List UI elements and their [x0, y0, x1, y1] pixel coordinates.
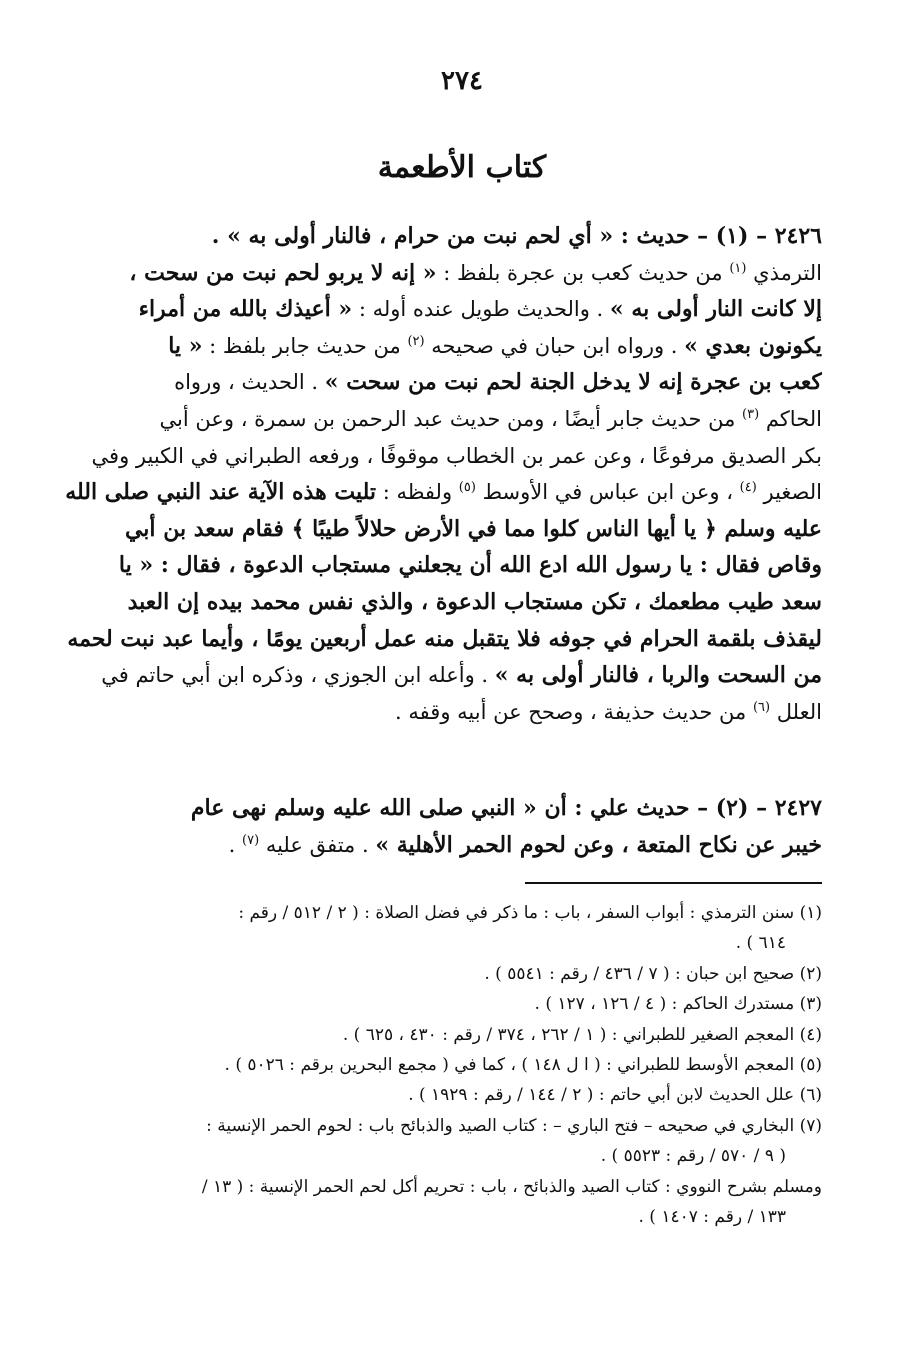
- footnote-ref: (٧): [242, 832, 260, 848]
- quoted-text: « يا: [168, 332, 203, 359]
- footnotes-section: [60, 898, 822, 1232]
- text-run: .: [228, 832, 242, 857]
- footnote-ref: (٥): [458, 480, 476, 496]
- footnote-ref: (١): [729, 260, 747, 276]
- footnote-3: (٣) مستدرك الحاكم : ( ٤ / ١٢٦ ، ١٢٧ ) .: [534, 994, 822, 1015]
- text-run: الصغير: [756, 480, 822, 505]
- text-run: ولفظه :: [376, 480, 459, 505]
- footnote-separator: [525, 882, 822, 884]
- text-run: ، وعن ابن عباس في الأوسط: [475, 480, 740, 505]
- quoted-text: إلا كانت النار أولى به »: [609, 296, 822, 323]
- footnote-1-continued: ٦١٤ ) .: [735, 933, 786, 954]
- text-line: [60, 218, 822, 255]
- footnote-1: (١) سنن الترمذي : أبواب السفر ، باب : ما ذكر في فضل الصلاة : ( ٢ / ٥١٢ / رقم :: [238, 903, 822, 923]
- quoted-text: كعب بن عجرة إنه لا يدخل الجنة لحم نبت من سحت »: [324, 369, 822, 396]
- footnote-5: (٥) المعجم الأوسط للطبراني : ( ا ل ١٤٨ ) ، كما في ( مجمع البحرين برقم : ٥٠٢٦ ) .: [224, 1054, 822, 1075]
- text-line: [60, 438, 822, 475]
- text-run: . وأعله ابن الجوزي ، وذكره ابن أبي حاتم في: [101, 663, 495, 688]
- text-run: من حديث جابر بلفظ :: [202, 333, 408, 358]
- text-line: [60, 328, 822, 365]
- text-line: [60, 291, 822, 328]
- quoted-text: من السحت والربا ، فالنار أولى به »: [494, 662, 822, 689]
- text-line: [60, 401, 822, 438]
- text-run: . متفق عليه: [259, 832, 376, 857]
- text-line: [60, 547, 822, 584]
- text-line: [60, 657, 822, 694]
- text-line: [60, 827, 822, 864]
- text-run: . ورواه ابن حبان في صحيحه: [424, 333, 685, 358]
- quoted-text: يكونون بعدي »: [684, 332, 822, 359]
- text-line: [60, 255, 822, 292]
- text-run: الحاكم: [759, 406, 822, 431]
- text-run: من حديث جابر أيضًا ، ومن حديث عبد الرحمن بن سمرة ، وعن أبي: [159, 406, 743, 431]
- quoted-text: تليت هذه الآية عند النبي صلى الله: [65, 479, 377, 506]
- footnote-7-muslim-continued: ١٣٣ / رقم : ١٤٠٧ ) .: [638, 1206, 786, 1227]
- quoted-text: « أعيذك بالله من أمراء: [138, 296, 353, 323]
- chapter-title: كتاب الأطعمة: [377, 150, 547, 185]
- hadith-2426-block: [60, 218, 822, 730]
- text-line: [60, 694, 822, 731]
- text-run: . والحديث طويل عنده أوله :: [352, 297, 610, 322]
- text-line: [60, 584, 822, 621]
- text-line: [60, 790, 822, 827]
- hadith-heading: ٢٤٢٧ – (٢) – حديث علي : أن « النبي صلى الله عليه وسلم نهى عام: [190, 795, 822, 821]
- footnote-ref: (٣): [742, 406, 760, 422]
- footnote-7-muslim: ومسلم بشرح النووي : كتاب الصيد والذبائح ، باب : تحريم أكل لحم الحمر الإنسية : ( ١٣ /: [201, 1176, 822, 1197]
- hadith-heading: ٢٤٢٦ – (١) – حديث : « أي لحم نبت من حرام ، فالنار أولى به » .: [211, 223, 822, 249]
- footnote-7: (٧) البخاري في صحيحه – فتح الباري – : كتاب الصيد والذبائح باب : لحوم الحمر الإنسية :: [206, 1115, 822, 1136]
- text-run: بكر الصديق مرفوعًا ، وعن عمر بن الخطاب موقوفًا ، ورفعه الطبراني في الكبير وفي: [91, 443, 822, 468]
- text-line: [60, 621, 822, 658]
- footnote-6: (٦) علل الحديث لابن أبي حاتم : ( ٢ / ١٤٤ / رقم : ١٩٢٩ ) .: [408, 1085, 822, 1106]
- text-line: [60, 474, 822, 511]
- footnote-ref: (٢): [407, 333, 425, 349]
- quoted-text: وقاص فقال : يا رسول الله ادع الله أن يجعلني مستجاب الدعوة ، فقال : « يا: [118, 552, 822, 579]
- quoted-text: سعد طيب مطعمك ، تكن مستجاب الدعوة ، والذي نفس محمد بيده إن العبد: [127, 588, 822, 615]
- footnote-ref: (٤): [739, 480, 757, 496]
- text-run: الترمذي: [746, 260, 822, 285]
- footnote-4: (٤) المعجم الصغير للطبراني : ( ١ / ٢٦٢ ، ٣٧٤ / رقم : ٤٣٠ ، ٦٢٥ ) .: [342, 1024, 822, 1045]
- text-line: [60, 364, 822, 401]
- text-run: من حديث كعب بن عجرة بلفظ :: [436, 260, 730, 285]
- text-run: من حديث حذيفة ، وصحح عن أبيه وقفه .: [395, 699, 753, 724]
- footnote-7-continued: ( ٩ / ٥٧٠ / رقم : ٥٥٢٣ ) .: [600, 1146, 786, 1167]
- quoted-text: ليقذف بلقمة الحرام في جوفه فلا يتقبل منه عمل أربعين يومًا ، وأيما عبد نبت لحمه: [67, 625, 822, 652]
- page-number: ٢٧٤: [441, 66, 483, 96]
- footnote-2: (٢) صحيح ابن حبان : ( ٧ / ٤٣٦ / رقم : ٥٥٤١ ) .: [484, 963, 822, 984]
- quoted-text: عليه وسلم ﴿ يا أيها الناس كلوا مما في الأرض حلالاً طيبًا ﴾ فقام سعد بن أبي: [124, 515, 822, 542]
- hadith-2427-block: [60, 790, 822, 863]
- text-run: . الحديث ، ورواه: [174, 370, 325, 395]
- quoted-text: خيبر عن نكاح المتعة ، وعن لحوم الحمر الأهلية »: [375, 831, 822, 858]
- text-run: العلل: [770, 699, 822, 724]
- footnote-ref: (٦): [752, 699, 771, 715]
- quoted-text: « إنه لا يربو لحم نبت من سحت ،: [129, 259, 437, 286]
- text-line: [60, 511, 822, 548]
